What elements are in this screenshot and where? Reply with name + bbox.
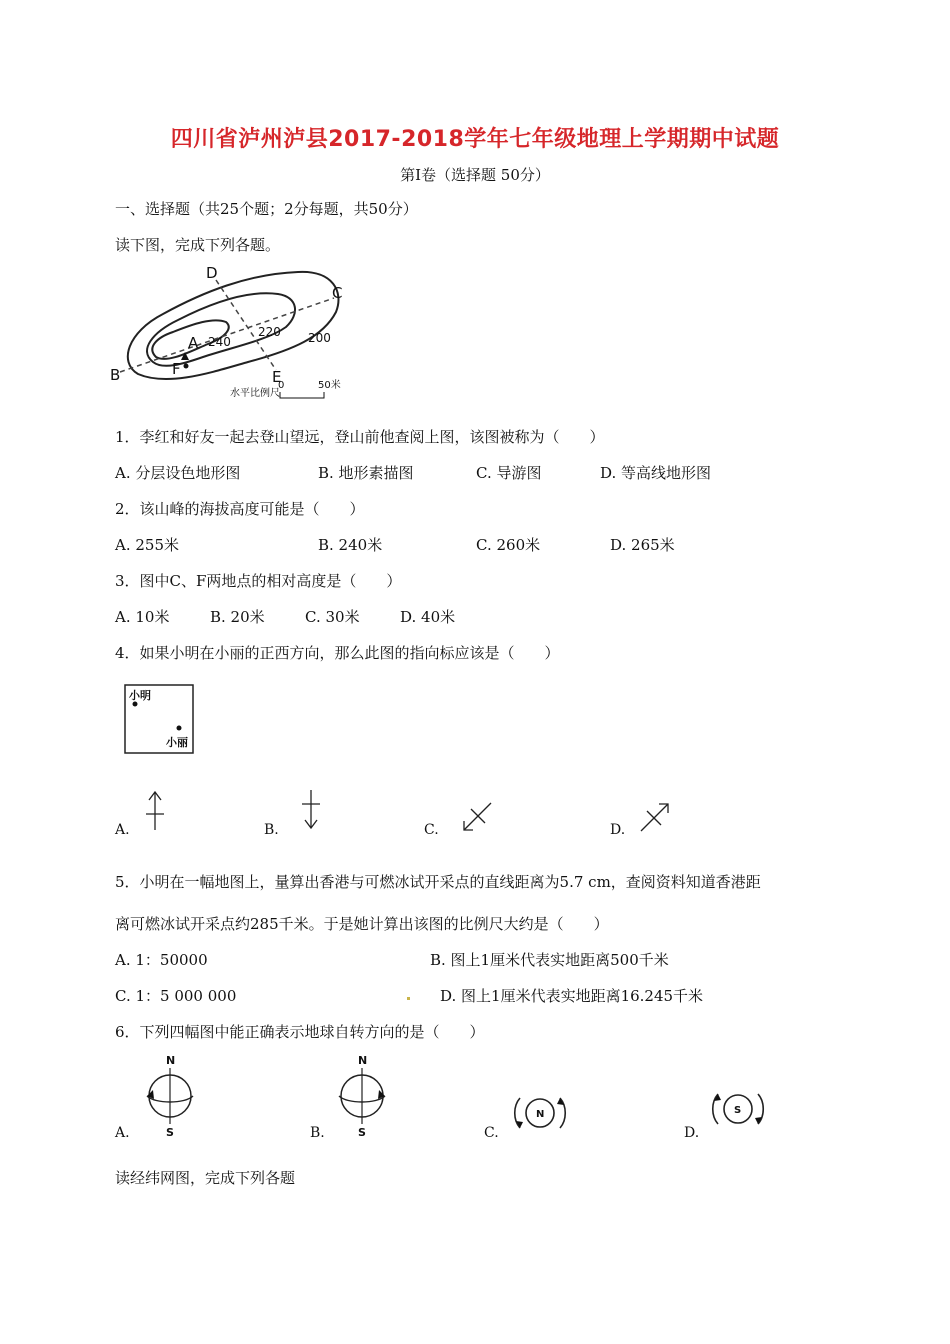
- xiaoli-dot: [177, 726, 182, 731]
- point-label-d: D: [206, 264, 218, 282]
- q5-stem-line-1: 5．小明在一幅地图上，量算出香港与可燃冰试开采点的直线距离为5.7 cm，查阅资料知道香港距: [115, 873, 761, 891]
- q6-option-b: B.: [310, 1125, 325, 1141]
- q6-polar-n-icon: [510, 1088, 570, 1138]
- q6-polar-s-icon: [708, 1084, 768, 1134]
- q5-option-b: B. 图上1厘米代表实地距离500千米: [430, 951, 669, 969]
- svg-text:N: N: [536, 1109, 545, 1120]
- scale-bar: [280, 392, 324, 398]
- q4-arrow-b-icon: [296, 788, 326, 830]
- scale-fifty: 50米: [318, 380, 341, 391]
- q5-option-c: C. 1：5 000 000: [115, 987, 237, 1005]
- q3-option-d: D. 40米: [400, 608, 456, 626]
- section-heading: 一、选择题（共25个题；2分每题，共50分）: [115, 200, 418, 218]
- q2-option-b: B. 240米: [318, 536, 383, 554]
- q1-option-b: B. 地形素描图: [318, 464, 414, 482]
- q1-option-c: C. 导游图: [476, 464, 542, 482]
- q6-option-a: A.: [115, 1125, 130, 1141]
- contour-map: [108, 262, 358, 402]
- q6-option-c: C.: [484, 1125, 499, 1141]
- point-label-b: B: [110, 366, 121, 384]
- read-instruction: 读下图，完成下列各题。: [115, 236, 281, 254]
- point-label-f: F: [172, 360, 181, 378]
- contour-label-240: 240: [208, 335, 231, 349]
- next-section-instruction: 读经纬网图，完成下列各题: [115, 1169, 296, 1187]
- q6-option-d: D.: [684, 1125, 700, 1141]
- q4-arrow-d-icon: [638, 800, 672, 834]
- q6-stem: 6．下列四幅图中能正确表示地球自转方向的是（ ）: [115, 1023, 485, 1041]
- q2-stem: 2．该山峰的海拔高度可能是（ ）: [115, 500, 365, 518]
- q2-option-a: A. 255米: [115, 536, 179, 554]
- svg-text:N: N: [358, 1054, 368, 1067]
- scale-label: 水平比例尺: [230, 388, 280, 399]
- q3-option-b: B. 20米: [210, 608, 265, 626]
- q3-stem: 3．图中C、F两地点的相对高度是（ ）: [115, 572, 402, 590]
- q4-stem: 4．如果小明在小丽的正西方向，那么此图的指向标应该是（ ）: [115, 644, 560, 662]
- q2-option-d: D. 265米: [610, 536, 675, 554]
- contour-label-200: 200: [308, 331, 331, 345]
- xiaoming-label: 小明: [129, 689, 151, 702]
- q3-option-a: A. 10米: [115, 608, 170, 626]
- q1-option-d: D. 等高线地形图: [600, 464, 712, 482]
- exam-part-heading: 第Ⅰ卷（选择题 50分）: [400, 166, 550, 184]
- q3-option-c: C. 30米: [305, 608, 360, 626]
- q4-arrow-a-icon: [140, 790, 170, 832]
- point-label-a: A: [188, 334, 199, 352]
- q6-globe-a-icon: [140, 1052, 200, 1138]
- stray-dot: [407, 997, 410, 1000]
- scale-zero: 0: [278, 380, 285, 391]
- svg-text:N: N: [166, 1054, 176, 1067]
- q5-option-d: D. 图上1厘米代表实地距离16.245千米: [440, 987, 704, 1005]
- q5-option-a: A. 1：50000: [115, 951, 208, 969]
- q1-stem: 1．李红和好友一起去登山望远，登山前他查阅上图，该图被称为（ ）: [115, 428, 605, 446]
- q6-globe-b-icon: [332, 1052, 392, 1138]
- xiaoli-label: 小丽: [166, 736, 188, 749]
- point-label-c: C: [332, 284, 343, 302]
- contour-200: [128, 272, 339, 379]
- q4-option-a: A.: [115, 822, 130, 838]
- q4-option-b: B.: [264, 822, 279, 838]
- q2-option-c: C. 260米: [476, 536, 541, 554]
- q4-option-c: C.: [424, 822, 439, 838]
- point-f-marker: [184, 364, 189, 369]
- svg-text:S: S: [166, 1126, 174, 1138]
- q5-stem-line-2: 离可燃冰试开采点约285千米。于是她计算出该图的比例尺大约是（ ）: [115, 915, 609, 933]
- svg-text:S: S: [358, 1126, 366, 1138]
- page-title: 四川省泸州泸县2017-2018学年七年级地理上学期期中试题: [170, 127, 780, 152]
- xiaoming-dot: [133, 702, 138, 707]
- q4-option-d: D.: [610, 822, 626, 838]
- q4-arrow-c-icon: [460, 800, 494, 834]
- q1-option-a: A. 分层设色地形图: [115, 464, 241, 482]
- point-label-e: E: [272, 368, 282, 386]
- svg-text:S: S: [734, 1105, 742, 1116]
- contour-label-220: 220: [258, 325, 281, 339]
- q4-position-box: [124, 684, 196, 756]
